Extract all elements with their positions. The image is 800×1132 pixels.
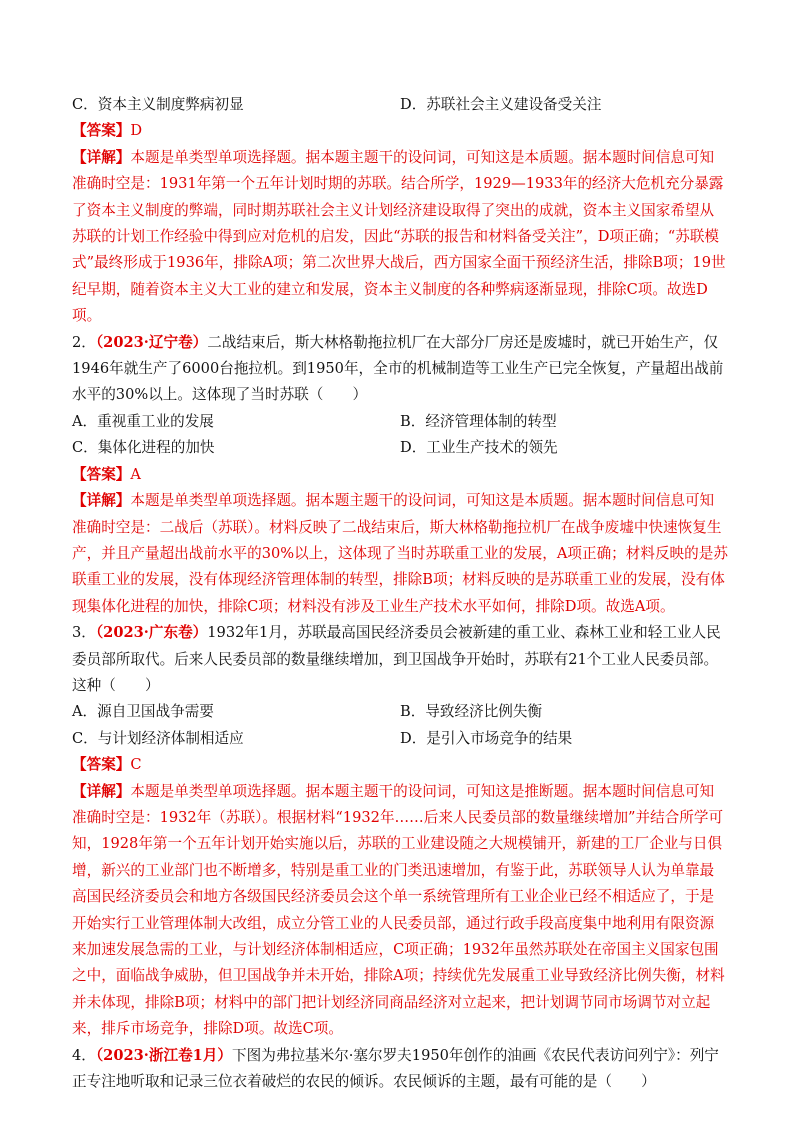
- q3-option-a[interactable]: A．源自卫国战争需要: [72, 703, 214, 721]
- answer-label: 【答案】: [72, 465, 131, 483]
- q2-option-d[interactable]: D．工业生产技术的领先: [400, 439, 558, 457]
- answer-value: C: [130, 756, 142, 774]
- q2-option-a[interactable]: A．重视重工业的发展: [72, 412, 214, 430]
- answer-value: A: [130, 465, 141, 483]
- detail-text: 本题是单类型单项选择题。据本题主题干的设问词，可知这是推断题。据本题时间信息可知准确时空是：1932年（苏联）。根据材料“1932年……后来人民委员部的数量继续增加”并结合所学可知，1928年第一个五年计划开始实施以后，苏联的工业建设随之大规模铺开，新建的工厂企业与日俱增，新兴的工业部门也不断增多，特别是重工业的门类迅速增加，有鉴于此，苏联领导人认为单靠最高国民经济委员会和地方各级国民经济委员会这个单一系统管理所有工业企业已经不相适应了，于是开始实行工业管理体制大改组，成立分管工业的人民委员部，通过行政手段高度集中地利用有限资源来加速发展急需的工业，与计划经济体制相适应，C项正确；1932年虽然苏联处在帝国主义国家包围之中，面临战争威胁，但卫国战争并未开始，排除A项；持续优先发展重工业导致经济比例失衡，材料并未体现，排除B项；材料中的部门把计划经济同商品经济对立起来，把计划调节同市场调节对立起来，排斥市场竞争，排除D项。故选C项。: [72, 782, 725, 1038]
- q3-detail: [72, 779, 728, 1043]
- q1-detail: [72, 145, 728, 330]
- answer-value: D: [130, 122, 143, 140]
- q3-option-b[interactable]: B．导致经济比例失衡: [400, 703, 543, 721]
- q3-source: （2023·广东卷）: [95, 624, 208, 642]
- q3-option-d[interactable]: D．是引入市场竞争的结果: [400, 729, 573, 747]
- q4-number: 4．: [72, 1046, 96, 1064]
- detail-label: 【详解】: [72, 492, 131, 510]
- answer-label: 【答案】: [72, 122, 131, 140]
- q2-stem-text: 二战结束后，斯大林格勒拖拉机厂在大部分厂房还是废墟时，就已开始生产，仅1946年就生产了6000台拖拉机。到1950年，全市的机械制造等工业生产已完全恢复，产量超出战前水平的30%以上。这体现了当时苏联（ ）: [72, 333, 724, 404]
- q3-stem: [72, 620, 728, 699]
- q2-number: 2．: [72, 333, 96, 351]
- q3-option-c[interactable]: C．与计划经济体制相适应: [72, 729, 244, 747]
- detail-text: 本题是单类型单项选择题。据本题主题干的设问词，可知这是本质题。据本题时间信息可知准确时空是：二战后（苏联）。材料反映了二战结束后，斯大林格勒拖拉机厂在战争废墟中快速恢复生产，并且产量超出战前水平的30%以上，这体现了当时苏联重工业的发展，A项正确；材料反映的是苏联重工业的发展，没有体现经济管理体制的转型，排除B项；材料反映的是苏联重工业的发展，没有体现集体化进程的加快，排除C项；材料没有涉及工业生产技术水平如何，排除D项。故选A项。: [72, 492, 728, 615]
- q3-options-row-ab: [72, 699, 728, 725]
- q1-option-c[interactable]: C．资本主义制度弊病初显: [72, 96, 244, 113]
- q4-stem-text: 下图为弗拉基米尔·塞尔罗夫1950年创作的油画《农民代表访问列宁》：列宁正专注地听取和记录三位衣着破烂的农民的倾诉。农民倾诉的主题，最有可能的是（ ）: [72, 1046, 719, 1091]
- q1-option-d[interactable]: D．苏联社会主义建设备受关注: [400, 96, 602, 113]
- detail-label: 【详解】: [72, 148, 131, 166]
- detail-label: 【详解】: [72, 782, 131, 800]
- q3-number: 3．: [72, 624, 96, 642]
- q4-source: （2023·浙江卷1月）: [95, 1046, 233, 1064]
- q2-stem: [72, 330, 728, 409]
- q3-options-row-cd: [72, 726, 728, 752]
- q2-answer: [72, 462, 728, 488]
- q2-options-row-ab: [72, 409, 728, 435]
- q1-answer: [72, 118, 728, 144]
- q3-answer: [72, 752, 728, 778]
- q2-source: （2023·辽宁卷）: [95, 333, 208, 351]
- q3-stem-text: 1932年1月，苏联最高国民经济委员会被新建的重工业、森林工业和轻工业人民委员部所取代。后来人民委员部的数量继续增加，到卫国战争开始时，苏联有21个工业人民委员部。这种（ ）: [72, 624, 721, 694]
- answer-label: 【答案】: [72, 756, 131, 774]
- detail-text: 本题是单类型单项选择题。据本题主题干的设问词，可知这是本质题。据本题时间信息可知准确时空是：1931年第一个五年计划时期的苏联。结合所学，1929—1933年的经济大危机充分暴露了资本主义制度的弊端，同时期苏联社会主义计划经济建设取得了突出的成就，资本主义国家希望从苏联的计划工作经验中得到应对危机的启发，因此“苏联的报告和材料备受关注”，D项正确；“苏联模式”最终形成于1936年，排除A项；第二次世界大战后，西方国家全面干预经济生活，排除B项；19世纪早期，随着资本主义大工业的建立和发展，资本主义制度的各种弊病逐渐显现，排除C项。故选D项。: [72, 148, 726, 325]
- q2-option-b[interactable]: B．经济管理体制的转型: [400, 412, 557, 430]
- q2-option-c[interactable]: C．集体化进程的加快: [72, 439, 215, 457]
- document-content: [72, 92, 728, 1095]
- q4-stem: [72, 1043, 728, 1096]
- q1-options-row-cd: [72, 92, 728, 118]
- q2-options-row-cd: [72, 435, 728, 461]
- q2-detail: [72, 488, 728, 620]
